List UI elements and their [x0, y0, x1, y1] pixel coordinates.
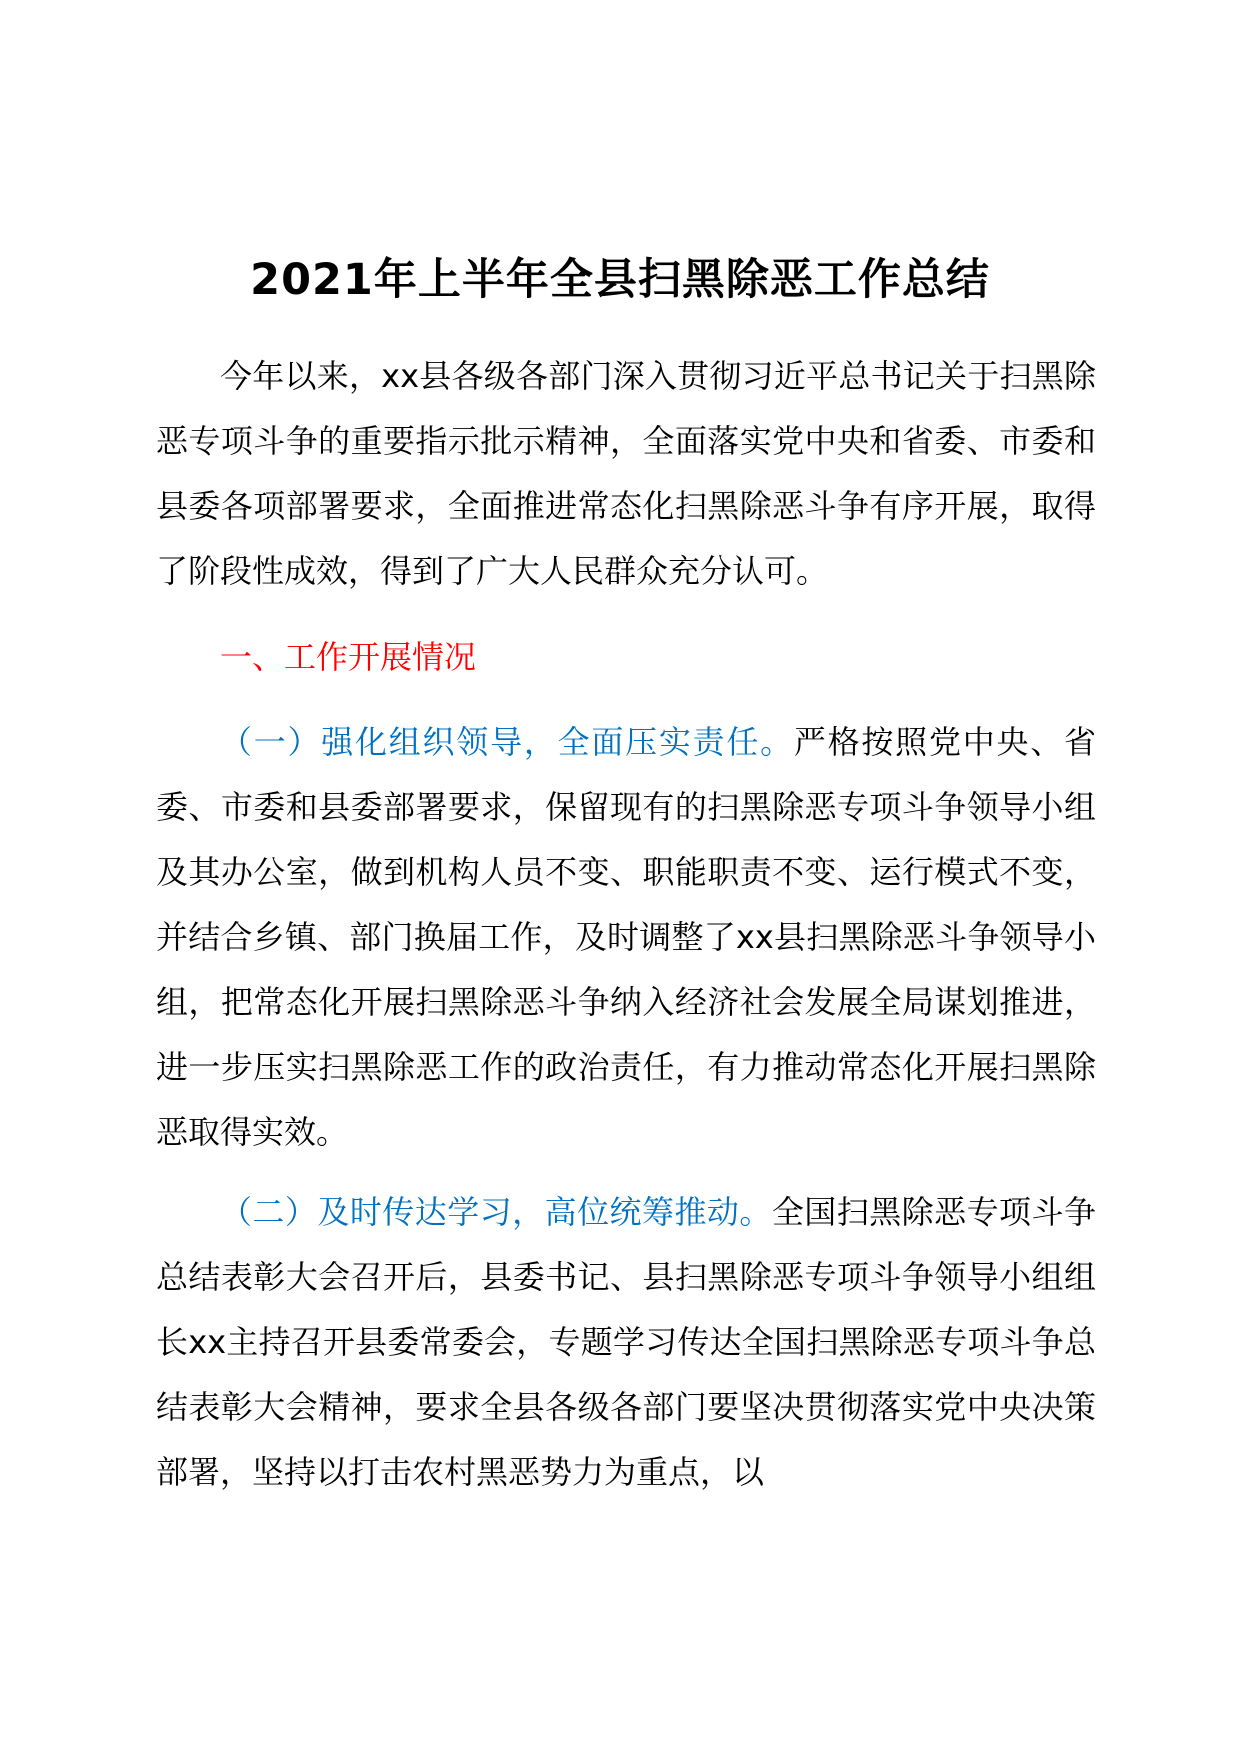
- item-one-text: [156, 710, 1096, 1165]
- section-heading: 一、工作开展情况: [220, 638, 477, 676]
- item-one-lead: （一）强化组织领导，全面压实责任。: [220, 723, 794, 761]
- section-heading-container: [156, 625, 1096, 690]
- item-two-body: 全国扫黑除恶专项斗争总结表彰大会召开后，县委书记、县扫黑除恶专项斗争领导小组组长xx主持召开县委常委会，专题学习传达全国扫黑除恶专项斗争总结表彰大会精神，要求全县各级各部门要坚决贯彻落实党中央决策部署，坚持以打击农村黑恶势力为重点，以: [156, 1193, 1096, 1491]
- intro-text: 今年以来，xx县各级各部门深入贯彻习近平总书记关于扫黑除恶专项斗争的重要指示批示精神，全面落实党中央和省委、市委和县委各项部署要求，全面推进常态化扫黑除恶斗争有序开展，取得了阶段性成效，得到了广大人民群众充分认可。: [156, 357, 1096, 590]
- item-one-body: 严格按照党中央、省委、市委和县委部署要求，保留现有的扫黑除恶专项斗争领导小组及其办公室，做到机构人员不变、职能职责不变、运行模式不变，并结合乡镇、部门换届工作，及时调整了xx县扫黑除恶斗争领导小组，把常态化开展扫黑除恶斗争纳入经济社会发展全局谋划推进，进一步压实扫黑除恶工作的政治责任，有力推动常态化开展扫黑除恶取得实效。: [156, 723, 1096, 1151]
- item-two-paragraph: [156, 1180, 1096, 1505]
- intro-paragraph: [156, 344, 1096, 604]
- item-one-paragraph: [156, 710, 1096, 1165]
- item-two-lead: （二）及时传达学习，高位统筹推动。: [220, 1193, 772, 1231]
- document-title: 2021年上半年全县扫黑除恶工作总结: [250, 255, 990, 305]
- item-two-text: [156, 1180, 1096, 1505]
